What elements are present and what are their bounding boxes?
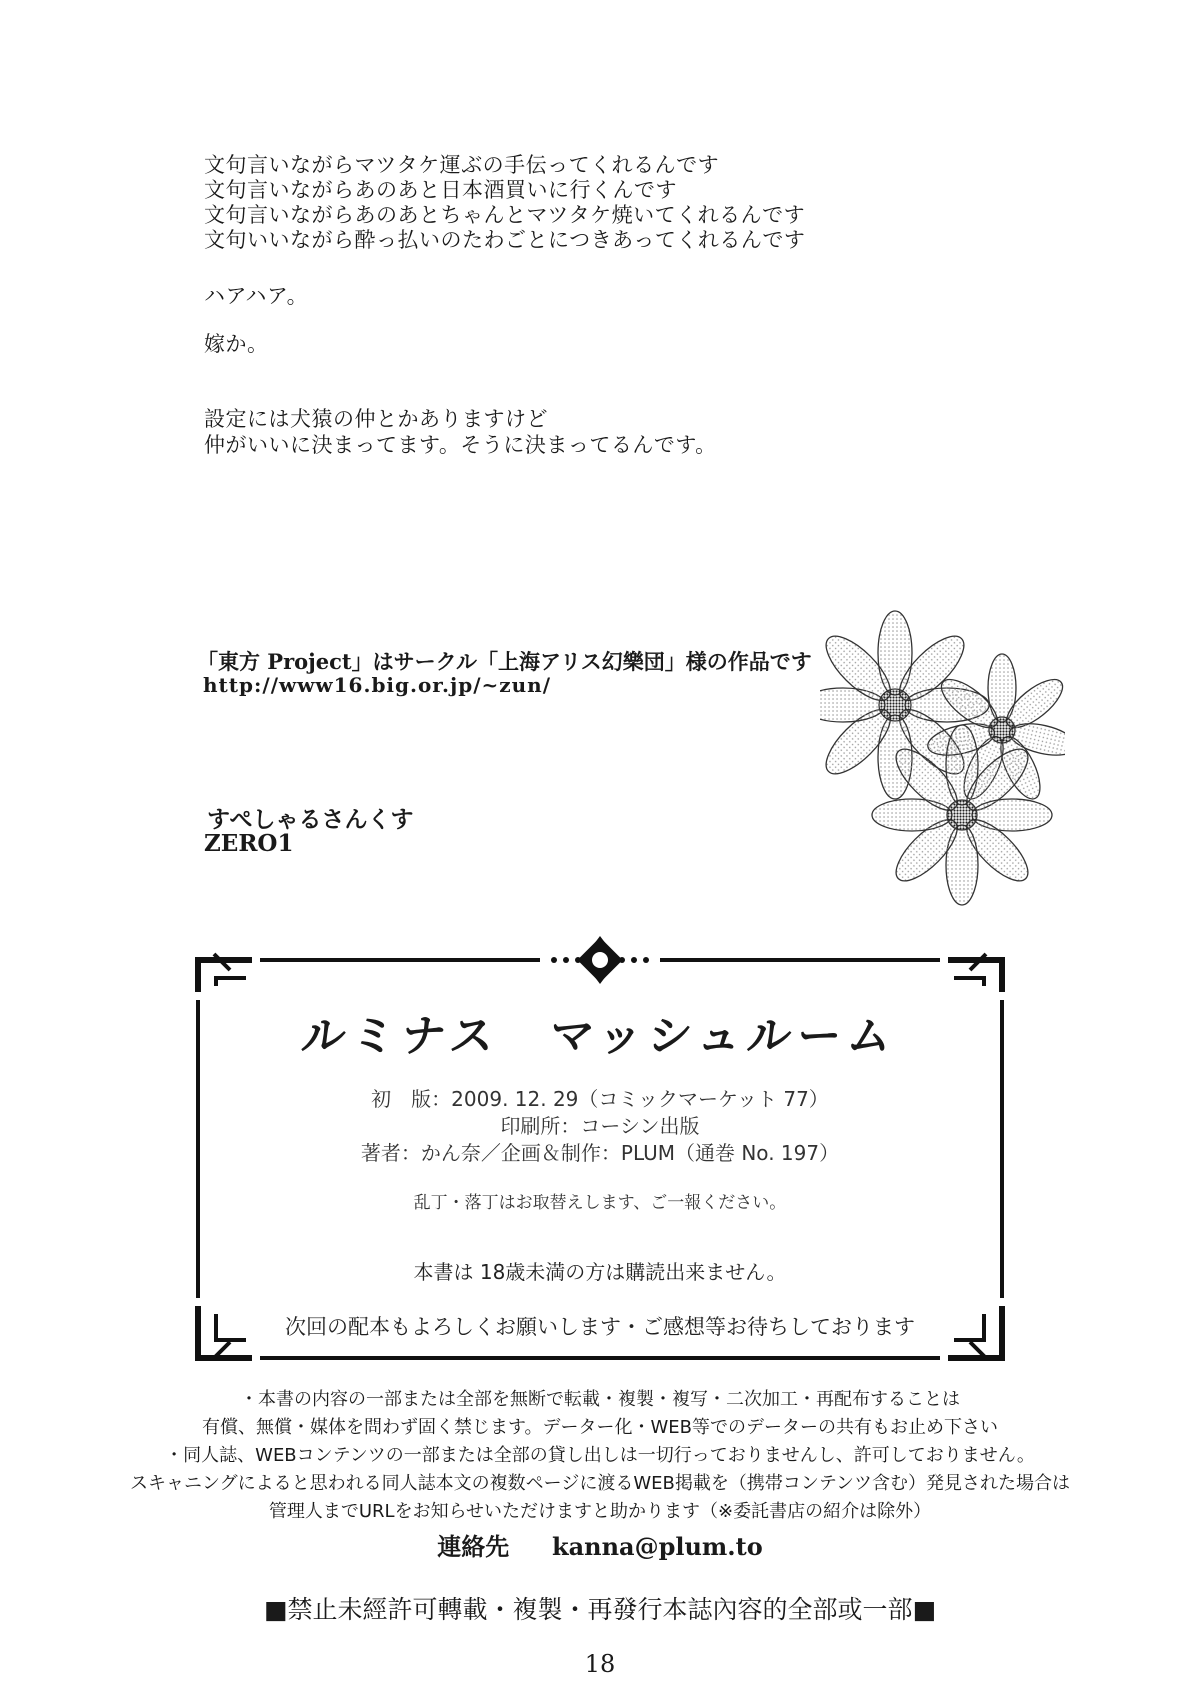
afterword-line-4: 文句いいながら酔っ払いのたわごとにつきあってくれるんです bbox=[204, 228, 806, 252]
afterword-setting-line-2: 仲がいいに決まってます。そうに決まってるんです。 bbox=[204, 433, 717, 457]
author-credit: 著者：かん奈／企画＆制作：PLUM（通巻 No. 197） bbox=[360, 1141, 840, 1165]
special-thanks-label: すぺしゃるさんくす bbox=[207, 806, 414, 833]
age-notice: 本書は 18歳未満の方は購読出来ません。 bbox=[413, 1260, 787, 1284]
contact-label: 連絡先 bbox=[437, 1532, 510, 1561]
flower-illustration bbox=[820, 610, 1065, 910]
afterword-line-2: 文句言いながらあのあと日本酒買いに行くんです bbox=[204, 178, 677, 202]
afterword-line-1: 文句言いながらマツタケ運ぶの手伝ってくれるんです bbox=[204, 153, 720, 177]
touhou-credit: 「東方 Project」はサークル「上海アリス幻樂団」様の作品です bbox=[197, 649, 812, 674]
colophon-title-wrap bbox=[0, 1000, 1200, 1064]
contact-email: kanna@plum.to bbox=[551, 1532, 763, 1561]
first-edition: 初 版：2009. 12. 29（コミックマーケット 77） bbox=[371, 1087, 829, 1111]
next-release-message: 次回の配本もよろしくお願いします・ご感想等お待ちしております bbox=[285, 1315, 915, 1339]
chinese-notice: ■禁止未經許可轉載・複製・再發行本誌內容的全部或一部■ bbox=[263, 1595, 937, 1624]
colophon-title: ルミナス マッシュルーム bbox=[299, 1011, 901, 1062]
notice-line-2: 有償、無償・媒体を問わず固く禁じます。データー化・WEB等でのデーターの共有もお止め下さい bbox=[201, 1417, 999, 1438]
afterword-setting-line-1: 設定には犬猿の仲とかありますけど bbox=[204, 407, 548, 431]
afterword-bride: 嫁か。 bbox=[204, 332, 269, 356]
page-number: 18 bbox=[584, 1650, 616, 1678]
contact-line bbox=[0, 1527, 1200, 1562]
afterword-sigh: ハアハア。 bbox=[204, 284, 309, 308]
afterword-line-3: 文句言いながらあのあとちゃんとマツタケ焼いてくれるんです bbox=[204, 203, 806, 227]
notice-line-3: ・同人誌、WEBコンテンツの一部または全部の貸し出しは一切行っておりませんし、許可しておりません。 bbox=[165, 1445, 1035, 1466]
credit-url: http://www16.big.or.jp/~zun/ bbox=[203, 673, 551, 697]
notice-line-1: ・本書の内容の一部または全部を無断で転載・複製・複写・二次加工・再配布することは bbox=[240, 1389, 960, 1410]
special-thanks-name: ZERO1 bbox=[204, 830, 294, 857]
notice-line-5: 管理人までURLをお知らせいただけますと助かります（※委託書店の紹介は除外） bbox=[268, 1501, 932, 1522]
notice-line-4: スキャニングによると思われる同人誌本文の複数ページに渡るWEB掲載を（携帯コンテンツ含む）発見された場合は bbox=[130, 1473, 1070, 1494]
defect-notice: 乱丁・落丁はお取替えします、ご一報ください。 bbox=[413, 1193, 787, 1213]
printer: 印刷所：コーシン出版 bbox=[500, 1114, 700, 1138]
